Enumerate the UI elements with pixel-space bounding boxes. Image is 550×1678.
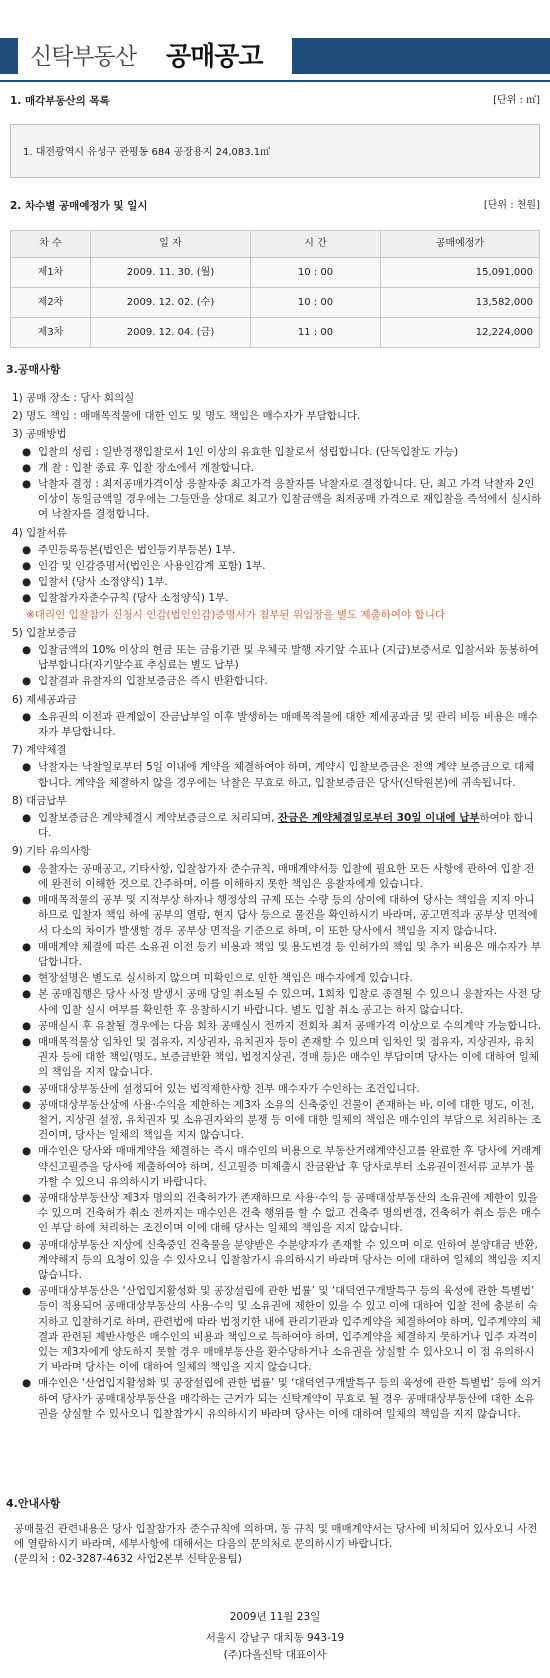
list-item-text: 공매대상부동산상 제3자 명의의 건축허가가 존재하므로 사용·수익 등 공매대상부동산의 소유권에 제한이 있을 수 있으며 건축허가 취소 전까지는 매수인은 건축 행위를 할 수 없고 건축주 명의변경, 건축허가 취소 등은 매수인 부담 하에 처리하는 조건이며 이에 대해 당사는 일체의 책임을 지지 않습니다.	[38, 1191, 542, 1235]
list-item	[12, 1144, 542, 1190]
list-item	[12, 1191, 542, 1237]
payment-text-end: 하여야 합니다.	[38, 812, 534, 840]
table-row	[11, 258, 540, 288]
list-item-text: 입찰결과 유찰자의 입찰보증금은 즉시 반환합니다.	[38, 675, 268, 688]
list-item	[12, 461, 542, 476]
list-item-text: 입찰참가자준수규칙 (당사 소정양식) 1부.	[38, 592, 229, 605]
bullet-icon: ●	[22, 812, 32, 825]
list-item	[12, 1238, 542, 1284]
footer-date: 2009년 11월 23일	[229, 1611, 321, 1623]
list-item-text: 현장설명은 별도로 실시하지 않으며 미확인으로 인한 책임은 매수자에게 있습니다.	[38, 972, 413, 985]
list-item-text: 본 공매집행은 당사 사정 발생시 공매 당일 취소될 수 있으며, 1회차 입찰로 종결될 수 있으니 응찰자는 사전 당사에 입찰 실시 여부를 확인한 후 응찰하시기 바랍니다. 별도 입찰 취소 공고는 하지 않습니다.	[38, 988, 541, 1016]
list-item-text: 매수인은 ‘산업입지활성화 및 공장설립에 관한 법률’ 및 ‘대덕연구개발특구 등의 육성에 관한 특별법’ 등에 의거하여 당사가 공매대상부동산을 매각하는 근거가 되는 신탁계약이 무효로 될 경우 공매대상부동산에 대한 소유권을 상실할 수 있사오니 입찰참가시 유의하시기 바라며 당사는 이에 대하여 일체의 책임을 지지 않습니다.	[38, 1377, 542, 1420]
bullet-icon: ●	[22, 576, 32, 589]
bullet-icon: ●	[22, 940, 32, 953]
bullet-icon: ●	[22, 560, 32, 573]
list-item-text: 소유권의 이전과 관계없이 잔금납부일 이후 발생하는 매매목적물에 대한 제세공과금 및 관리 비등 비용은 매수자가 부담합니다.	[38, 710, 538, 739]
list-item	[12, 643, 542, 673]
list-item-text: 공매대상부동산은 ‘산업입지활성화 및 공장설립에 관한 법률’ 및 ‘대덕연구개발특구 등의 육성에 관한 특별법’ 등이 적용되어 공매대상부동산의 사용·수익 및 소유권에 제한이 있을 수 있고 이에 대하여 입찰 전에 충분히 숙지하고 입찰하기로 하며, 관련법에 따라 법정기한 내에 관리기관과 입주계약을 체결하여야 하며, 입주계약의 체결과 관련된 제반사항은 매수인의 비용과 책임으로 득하여야 하며, 입주계약을 체결하지 못하거나 입주 자격이 있는 제3자에게 양도하지 못할 경우 매매부동산을 환수당하거나 소유권을 상실할 수 있사오니 이 점 유의하시기 바라며 당사는 이에 대하여 일체의 책임을 지지 않습니다.	[38, 1285, 542, 1374]
list-item	[12, 862, 542, 892]
cell-price: 15,091,000	[381, 258, 540, 288]
footer-address: 서울시 강남구 대치동 943-19	[205, 1632, 345, 1644]
item-contract-heading: 7) 계약체결	[12, 744, 67, 757]
cell-date: 2009. 12. 02. (수)	[91, 288, 251, 318]
cell-price: 12,224,000	[381, 318, 540, 348]
section1-heading: 1. 매각부동산의 목록	[10, 95, 110, 107]
table-row	[11, 318, 540, 348]
bullet-icon: ●	[22, 710, 32, 723]
section3-body	[12, 388, 542, 1423]
list-item	[12, 1098, 542, 1144]
list-item-text: 낙찰자 결정 : 최저공매가격이상 응찰자중 최고가격 응찰자를 낙찰자로 결정합니다. 단, 최고 가격 낙찰자 2인 이상이 동일금액일 경우에는 그들만을 상대로 최고가 입찰금액을 최저공매 가격으로 재입찰을 즉석에서 실시하여 낙찰자를 결정합니다.	[38, 478, 542, 521]
item-payment-heading: 8) 대금납부	[12, 794, 67, 807]
list-item-text: 응찰자는 공매공고, 기타사항, 입찰참가자 준수규칙, 매매계약서등 입찰에 필요한 모든 사항에 관하여 입찰 전에 완전히 이해한 것으로 간주하며, 이를 이해하지 못한 책임은 응찰자에게 있습니다.	[38, 862, 535, 890]
list-item	[12, 543, 542, 558]
proxy-note: ※대리인 입찰참가 신청시 인감(법인인감)증명서가 첨부된 위임장을 별도 제출하여야 합니다	[26, 608, 445, 621]
bullet-icon: ●	[22, 1082, 32, 1095]
col-time: 시 간	[251, 231, 381, 258]
bullet-icon: ●	[22, 461, 32, 474]
list-item-text: 공매대상부동산에 설정되어 있는 법적제한사항 전부 매수자가 수인하는 조건입니다.	[38, 1082, 420, 1095]
bullet-icon: ●	[22, 1145, 32, 1158]
bullet-icon: ●	[22, 445, 32, 458]
bullet-icon: ●	[22, 972, 32, 985]
item-documents-heading: 4) 입찰서류	[12, 526, 67, 539]
bullet-icon: ●	[22, 761, 32, 774]
bullet-icon: ●	[22, 1377, 32, 1390]
bullet-icon: ●	[22, 675, 32, 688]
list-item	[12, 559, 542, 574]
cell-date: 2009. 11. 30. (월)	[91, 258, 251, 288]
section4-body	[14, 1522, 538, 1567]
list-item-text: 공매대상부동산상에 사용·수익을 제한하는 제3자 소유의 신축중인 건물이 존재하는 바, 이에 대한 명도, 이전, 철거, 지상권 설정, 유치권자 및 소유권자와의 분쟁 등 이에 대한 일체의 책임은 매수인의 부담으로 처리하는 조건이며, 당사는 일체의 책임을 지지 않습니다.	[38, 1098, 542, 1142]
item-notes-heading: 9) 기타 유의사항	[12, 845, 91, 858]
section2-heading: 2. 차수별 공매예정가 및 일시	[10, 200, 148, 212]
list-item	[12, 1376, 542, 1422]
list-item	[12, 674, 542, 689]
list-item	[12, 1082, 542, 1097]
table-header-row	[11, 231, 540, 258]
section4-heading: 4.안내사항	[6, 1497, 61, 1510]
item-deposit-heading: 5) 입찰보증금	[12, 626, 77, 639]
list-item-text: 매수인은 당사와 매매계약을 체결하는 즉시 매수인의 비용으로 부동산거래계약신고를 완료한 후 당사에 거래계약신고필증을 당사에 제출하여야 하며, 신고필증 미제출시 잔금완납 후 당사로부터 소유권이전서류 교부가 불가할 수 있으니 유의하시기 바랍니다.	[38, 1145, 542, 1188]
list-item-text: 매매계약 체결에 따른 소유권 이전 등기 비용과 책임 및 용도변경 등 인허가의 책임 및 추가 비용은 매수자가 부담합니다.	[38, 940, 542, 968]
cell-round: 제3차	[11, 318, 91, 348]
payment-text: 입찰보증금은 계약체결시 계약보증금으로 처리되며,	[38, 812, 278, 825]
schedule-table	[10, 230, 540, 348]
bullet-icon: ●	[22, 894, 32, 907]
header-accent-left	[0, 38, 18, 74]
table-row	[11, 288, 540, 318]
list-item-text: 매매목적물의 공부 및 지적부상 하자나 행정상의 규제 또는 수량 등의 상이에 대하여 당사는 책임을 지지 아니하므로 입찰자 책임 하에 공부의 열람, 현지 답사 등으로 물건을 확인하시기 바라며, 공고면적과 공부상 면적에서 다소의 차이가 발생할 경우 공부상 면적을 기준으로 하며, 이 또한 당사에서 책임을 지지 않습니다.	[38, 894, 538, 937]
list-item-text: 개 찰 : 입찰 종료 후 입찰 장소에서 개찰합니다.	[38, 461, 255, 474]
cell-price: 13,582,000	[381, 288, 540, 318]
bullet-icon: ●	[22, 1238, 32, 1251]
item-venue: 1) 공매 장소 : 당사 회의실	[12, 392, 135, 404]
footer	[0, 1609, 550, 1664]
col-date: 일 자	[91, 231, 251, 258]
bullet-icon: ●	[22, 862, 32, 875]
list-item	[12, 1035, 542, 1081]
bullet-icon: ●	[22, 644, 32, 657]
header-accent-right	[292, 38, 550, 74]
col-price: 공매예정가	[381, 231, 540, 258]
list-item-text: 주민등록등본(법인은 법인등기부등본) 1부.	[38, 543, 236, 556]
property-item: 1. 대전광역시 유성구 관평동 684 공장용지 24,083.1㎡	[23, 147, 271, 158]
list-item	[12, 445, 542, 460]
list-item	[12, 893, 542, 939]
list-item	[12, 987, 542, 1017]
list-item-text: 낙찰자는 낙찰일로부터 5일 이내에 계약을 체결하여야 하며, 계약시 입찰보증금은 전액 계약 보증금으로 대체합니다. 계약을 체결하지 않을 경우에는 낙찰은 무효로 하고, 입찰보증금은 당사(신탁원본)에 귀속됩니다.	[38, 761, 535, 789]
list-item	[12, 811, 542, 841]
bullet-icon: ●	[22, 1098, 32, 1111]
cell-time: 10 : 00	[251, 288, 381, 318]
list-item	[12, 591, 542, 606]
list-item	[12, 1284, 542, 1375]
bullet-icon: ●	[22, 1019, 32, 1032]
header-banner	[0, 38, 550, 74]
list-item-text: 입찰의 성립 : 일반경쟁입찰로서 1인 이상의 유효한 입찰로서 성립합니다. (단독입찰도 가능)	[38, 445, 459, 458]
section1-unit: [단위 : ㎡]	[493, 95, 540, 106]
list-item	[12, 971, 542, 986]
header-title-bold: 공매공고	[166, 42, 263, 72]
section2-unit: [단위 : 천원]	[483, 200, 540, 211]
list-item-text: 입찰금액의 10% 이상의 현금 또는 금융기관 및 우체국 발행 자기앞 수표나 (지급)보증서로 입찰서와 동봉하여 납부합니다(자기앞수표 추심료는 별도 납부)	[38, 644, 539, 672]
cell-round: 제1차	[11, 258, 91, 288]
list-item	[12, 710, 542, 740]
bullet-icon: ●	[22, 988, 32, 1001]
bullet-icon: ●	[22, 1285, 32, 1298]
list-item-text: 인감 및 인감증명서(법인은 사용인감계 포함) 1부.	[38, 560, 266, 573]
list-item	[12, 1019, 542, 1034]
item-eviction: 2) 명도 책임 : 매매목적물에 대한 인도 및 명도 책임은 매수자가 부담합니다.	[12, 410, 361, 423]
cell-date: 2009. 12. 04. (금)	[91, 318, 251, 348]
list-item	[12, 477, 542, 523]
cell-time: 10 : 00	[251, 258, 381, 288]
guidance-text: 공매물건 관련내용은 당사 입찰참가자 준수규칙에 의하며, 동 규칙 및 매매계약서는 당사에 비치되어 있사오니 사전에 열람하시기 바라며, 세부사항에 대해서는 다음의 문의처로 문의하시기 바랍니다.	[14, 1523, 538, 1550]
list-item-text: 입찰서 (당사 소정양식) 1부.	[38, 576, 168, 589]
bullet-icon: ●	[22, 1035, 32, 1048]
bullet-icon: ●	[22, 478, 32, 491]
header-divider	[0, 80, 550, 82]
section3-heading: 3.공매사항	[6, 363, 61, 376]
list-item	[12, 575, 542, 590]
bullet-icon: ●	[22, 1191, 32, 1204]
list-item	[12, 760, 542, 790]
col-round: 차 수	[11, 231, 91, 258]
footer-company: (주)다올신탁 대표이사	[223, 1649, 327, 1661]
bullet-icon: ●	[22, 592, 32, 605]
item-taxes-heading: 6) 제세공과금	[12, 693, 77, 706]
payment-deadline: 잔금은 계약체결일로부터 30일 이내에 납부	[277, 812, 480, 825]
cell-time: 11 : 00	[251, 318, 381, 348]
list-item	[12, 940, 542, 970]
list-item-text: 매매목적물상 임차인 및 점유자, 지상권자, 유치권자 등이 존재할 수 있으며 임차인 및 점유자, 지상권자, 유치권자 등에 대한 책임(명도, 보증금반환 책임, 법정지상권, 경매 등)은 매수인 부담이며 당사는 이에 대하여 일체의 책임을 지지 않습니다.	[38, 1035, 540, 1079]
contact-text: (문의처 : 02-3287-4632 사업2본부 신탁운용팀)	[14, 1553, 242, 1565]
header-title-light: 신탁부동산	[30, 44, 137, 70]
bullet-icon: ●	[22, 543, 32, 556]
item-method-heading: 3) 공매방법	[12, 428, 67, 441]
list-item-text: 공매대상부동산 지상에 신축중인 건축물을 분양받은 수분양자가 존재할 수 있으며 이로 인하여 분양대금 반환, 계약해지 등의 요청이 있을 수 있사오니 입찰참가시 유의하시기 바라며 당사는 이에 대하여 일체의 책임을 지지 않습니다.	[38, 1238, 542, 1281]
property-list-box	[10, 124, 540, 178]
list-item-text: 공매실시 후 유찰될 경우에는 다음 회차 공매실시 전까지 전회차 최저 공매가격 이상으로 수의계약 가능합니다.	[38, 1019, 542, 1032]
cell-round: 제2차	[11, 288, 91, 318]
